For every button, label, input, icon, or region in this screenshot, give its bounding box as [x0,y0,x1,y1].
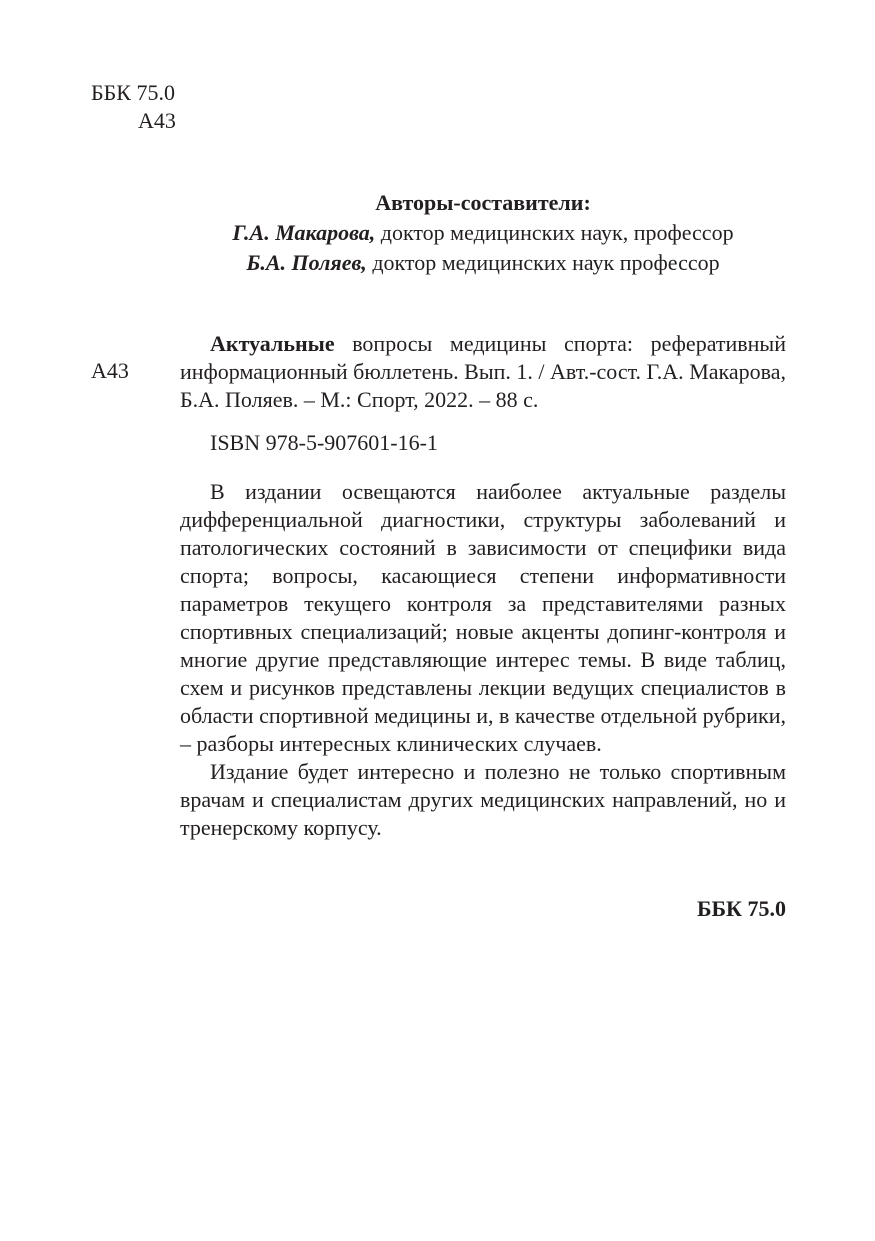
annotation-paragraph: Издание будет интересно и полезно не только спортивным врачам и специалистам других медицинских направлений, но и тренерскому корпусу. [180,759,786,840]
author-mark-top: А43 [138,108,176,133]
bbk-code-top: ББК 75.0 [91,80,175,105]
isbn-text: ISBN 978-5-907601-16-1 [210,430,438,455]
annotation-paragraph: В издании освещаются наиболее актуальные разделы дифференциальной диагностики, структуры заболеваний и патологических состояний в зависимости от специфики вида спорта; вопросы, касающиеся степени информативности параметров текущего контроля за представителями разных спортивных специализаций; новые акценты допинг-контроля и многие другие представляющие интерес темы. В виде таблиц, схем и рисунков представлены лекции ведущих специалистов в области спортивной медицины и, в качестве отдельной рубрики, – разборы интересных клинических случаев. [180,479,786,756]
author-line [180,249,786,277]
annotation-block [180,478,786,842]
citation-text [180,330,786,414]
author-credentials: доктор медицинских наук профессор [366,250,720,275]
authors-block [180,189,786,279]
bibliographic-citation [180,330,786,414]
author-credentials: доктор медицинских наук, профессор [375,220,734,245]
authors-heading: Авторы-составители: [375,190,591,215]
author-name: Б.А. Поляев, [246,250,367,275]
bbk-code-bottom: ББК 75.0 [696,896,786,921]
citation-body: вопросы медицины спорта: реферативный информационный бюллетень. Вып. 1. / Авт.-сост. Г.А. Макарова, Б.А. Поляев. – М.: Спорт, 2022. – 88 с. [180,331,786,412]
citation-lead-word: Актуальные [210,331,335,356]
author-line [180,219,786,247]
isbn-block [180,429,786,457]
author-name: Г.А. Макарова, [232,220,376,245]
author-mark-left: А43 [91,358,129,383]
